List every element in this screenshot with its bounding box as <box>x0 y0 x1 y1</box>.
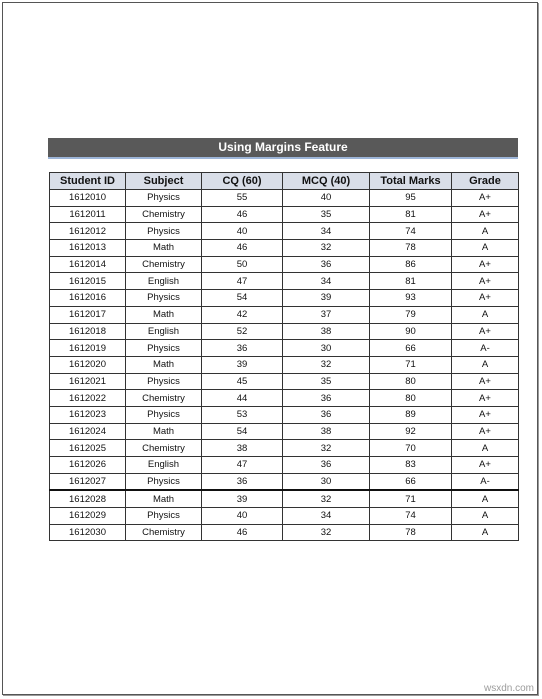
cell-subject: Physics <box>126 373 202 390</box>
cell-grade: A+ <box>452 390 519 407</box>
cell-subject: Chemistry <box>126 206 202 223</box>
cell-student-id: 1612026 <box>50 457 126 474</box>
cell-student-id: 1612010 <box>50 190 126 207</box>
cell-grade: A+ <box>452 423 519 440</box>
cell-mcq: 35 <box>283 206 370 223</box>
table-row <box>50 323 519 340</box>
cell-student-id: 1612018 <box>50 323 126 340</box>
cell-total-marks: 93 <box>370 290 452 307</box>
cell-mcq: 34 <box>283 508 370 525</box>
cell-cq: 40 <box>202 223 283 240</box>
table-row <box>50 190 519 207</box>
cell-total-marks: 89 <box>370 406 452 423</box>
cell-cq: 54 <box>202 290 283 307</box>
cell-mcq: 36 <box>283 457 370 474</box>
cell-total-marks: 66 <box>370 473 452 490</box>
cell-cq: 39 <box>202 356 283 373</box>
cell-subject: Chemistry <box>126 524 202 541</box>
header-student-id: Student ID <box>50 173 126 190</box>
header-cq: CQ (60) <box>202 173 283 190</box>
watermark-text: wsxdn.com <box>483 683 534 694</box>
cell-mcq: 38 <box>283 423 370 440</box>
cell-cq: 42 <box>202 306 283 323</box>
cell-cq: 38 <box>202 440 283 457</box>
cell-grade: A- <box>452 340 519 357</box>
cell-total-marks: 70 <box>370 440 452 457</box>
cell-student-id: 1612027 <box>50 473 126 490</box>
cell-grade: A+ <box>452 206 519 223</box>
cell-student-id: 1612019 <box>50 340 126 357</box>
table-row <box>50 423 519 440</box>
cell-student-id: 1612011 <box>50 206 126 223</box>
cell-cq: 44 <box>202 390 283 407</box>
table-row <box>50 406 519 423</box>
cell-grade: A <box>452 524 519 541</box>
cell-grade: A <box>452 440 519 457</box>
table-row <box>50 256 519 273</box>
cell-total-marks: 74 <box>370 508 452 525</box>
cell-total-marks: 71 <box>370 356 452 373</box>
cell-grade: A- <box>452 473 519 490</box>
cell-subject: Chemistry <box>126 256 202 273</box>
cell-cq: 46 <box>202 240 283 257</box>
cell-mcq: 35 <box>283 373 370 390</box>
cell-total-marks: 81 <box>370 206 452 223</box>
cell-grade: A <box>452 306 519 323</box>
table-row <box>50 373 519 390</box>
cell-grade: A+ <box>452 190 519 207</box>
table-row <box>50 273 519 290</box>
cell-total-marks: 92 <box>370 423 452 440</box>
table-row <box>50 473 519 490</box>
cell-cq: 45 <box>202 373 283 390</box>
header-subject: Subject <box>126 173 202 190</box>
cell-student-id: 1612021 <box>50 373 126 390</box>
cell-grade: A <box>452 508 519 525</box>
cell-subject: Math <box>126 356 202 373</box>
cell-mcq: 34 <box>283 273 370 290</box>
cell-grade: A+ <box>452 290 519 307</box>
cell-subject: English <box>126 273 202 290</box>
cell-total-marks: 86 <box>370 256 452 273</box>
cell-mcq: 30 <box>283 473 370 490</box>
cell-student-id: 1612023 <box>50 406 126 423</box>
table-row <box>50 240 519 257</box>
cell-mcq: 32 <box>283 490 370 507</box>
table-row <box>50 340 519 357</box>
cell-mcq: 30 <box>283 340 370 357</box>
cell-total-marks: 71 <box>370 490 452 507</box>
cell-subject: English <box>126 323 202 340</box>
cell-student-id: 1612022 <box>50 390 126 407</box>
cell-grade: A+ <box>452 256 519 273</box>
cell-student-id: 1612020 <box>50 356 126 373</box>
cell-subject: Physics <box>126 223 202 240</box>
cell-student-id: 1612013 <box>50 240 126 257</box>
table-row <box>50 524 519 541</box>
table-row <box>50 508 519 525</box>
cell-total-marks: 80 <box>370 373 452 390</box>
cell-cq: 47 <box>202 457 283 474</box>
table-row <box>50 206 519 223</box>
table-row <box>50 356 519 373</box>
cell-cq: 50 <box>202 256 283 273</box>
cell-grade: A+ <box>452 457 519 474</box>
cell-grade: A <box>452 223 519 240</box>
cell-subject: Math <box>126 240 202 257</box>
cell-student-id: 1612028 <box>50 490 126 507</box>
table-row <box>50 223 519 240</box>
table-row <box>50 490 519 507</box>
cell-subject: Physics <box>126 340 202 357</box>
table-row <box>50 390 519 407</box>
cell-grade: A+ <box>452 373 519 390</box>
table-row <box>50 290 519 307</box>
cell-mcq: 36 <box>283 256 370 273</box>
cell-student-id: 1612025 <box>50 440 126 457</box>
cell-subject: Physics <box>126 473 202 490</box>
cell-cq: 47 <box>202 273 283 290</box>
cell-subject: English <box>126 457 202 474</box>
cell-total-marks: 78 <box>370 524 452 541</box>
cell-grade: A+ <box>452 406 519 423</box>
cell-cq: 36 <box>202 340 283 357</box>
cell-total-marks: 78 <box>370 240 452 257</box>
cell-subject: Physics <box>126 406 202 423</box>
cell-subject: Math <box>126 423 202 440</box>
cell-subject: Chemistry <box>126 440 202 457</box>
cell-grade: A+ <box>452 323 519 340</box>
cell-cq: 36 <box>202 473 283 490</box>
cell-total-marks: 83 <box>370 457 452 474</box>
cell-total-marks: 81 <box>370 273 452 290</box>
cell-subject: Chemistry <box>126 390 202 407</box>
cell-grade: A <box>452 356 519 373</box>
cell-student-id: 1612030 <box>50 524 126 541</box>
cell-subject: Physics <box>126 190 202 207</box>
cell-mcq: 39 <box>283 290 370 307</box>
header-grade: Grade <box>452 173 519 190</box>
cell-mcq: 32 <box>283 440 370 457</box>
header-row <box>50 173 519 190</box>
cell-student-id: 1612024 <box>50 423 126 440</box>
cell-subject: Physics <box>126 290 202 307</box>
cell-cq: 53 <box>202 406 283 423</box>
cell-mcq: 32 <box>283 524 370 541</box>
cell-mcq: 38 <box>283 323 370 340</box>
cell-cq: 55 <box>202 190 283 207</box>
cell-total-marks: 74 <box>370 223 452 240</box>
table-body <box>50 190 519 541</box>
cell-cq: 39 <box>202 490 283 507</box>
cell-cq: 54 <box>202 423 283 440</box>
cell-mcq: 34 <box>283 223 370 240</box>
table-row <box>50 457 519 474</box>
cell-mcq: 37 <box>283 306 370 323</box>
cell-cq: 46 <box>202 524 283 541</box>
cell-grade: A+ <box>452 273 519 290</box>
cell-grade: A <box>452 240 519 257</box>
header-mcq: MCQ (40) <box>283 173 370 190</box>
cell-subject: Math <box>126 490 202 507</box>
cell-mcq: 36 <box>283 390 370 407</box>
cell-student-id: 1612014 <box>50 256 126 273</box>
header-total-marks: Total Marks <box>370 173 452 190</box>
cell-student-id: 1612012 <box>50 223 126 240</box>
cell-student-id: 1612016 <box>50 290 126 307</box>
cell-total-marks: 79 <box>370 306 452 323</box>
cell-total-marks: 90 <box>370 323 452 340</box>
student-marks-table <box>49 172 519 541</box>
cell-student-id: 1612015 <box>50 273 126 290</box>
cell-total-marks: 80 <box>370 390 452 407</box>
cell-mcq: 32 <box>283 240 370 257</box>
cell-mcq: 32 <box>283 356 370 373</box>
cell-total-marks: 95 <box>370 190 452 207</box>
table-row <box>50 440 519 457</box>
cell-cq: 40 <box>202 508 283 525</box>
cell-mcq: 40 <box>283 190 370 207</box>
cell-cq: 46 <box>202 206 283 223</box>
cell-cq: 52 <box>202 323 283 340</box>
cell-student-id: 1612017 <box>50 306 126 323</box>
cell-subject: Physics <box>126 508 202 525</box>
cell-subject: Math <box>126 306 202 323</box>
cell-student-id: 1612029 <box>50 508 126 525</box>
cell-total-marks: 66 <box>370 340 452 357</box>
table-row <box>50 306 519 323</box>
cell-grade: A <box>452 490 519 507</box>
cell-mcq: 36 <box>283 406 370 423</box>
document-title: Using Margins Feature <box>48 138 518 159</box>
